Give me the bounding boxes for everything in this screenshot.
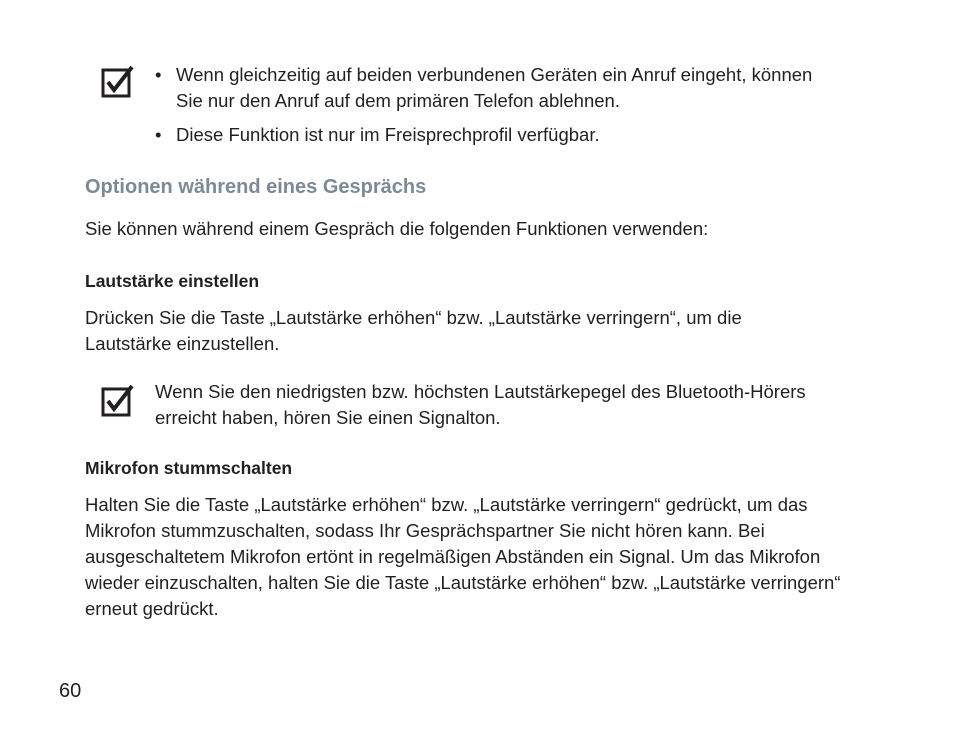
volume-title: Lautstärke einstellen xyxy=(85,271,260,291)
page-number: 60 xyxy=(59,680,82,702)
volume-note-text: Wenn Sie den niedrigsten bzw. höchsten Lautstärkepegel des Bluetooth-Hörers erreicht haben, hören Sie einen Signalton. xyxy=(155,381,806,428)
note-bullet-list xyxy=(155,62,835,156)
list-item xyxy=(155,122,835,148)
checkmark-note-icon xyxy=(101,65,135,99)
bullet-glyph: • xyxy=(155,124,162,145)
note-bullet-text: Wenn gleichzeitig auf beiden verbundenen Geräten ein Anruf eingeht, können Sie nur den Anruf auf dem primären Telefon ablehnen. xyxy=(176,64,813,111)
section-title: Optionen während eines Gesprächs xyxy=(85,176,427,198)
checkmark-note-icon xyxy=(101,384,135,418)
section-intro: Sie können während einem Gespräch die folgenden Funktionen verwenden: xyxy=(85,218,709,239)
volume-text: Drücken Sie die Taste „Lautstärke erhöhen“ bzw. „Lautstärke verringern“, um die Lautstärke einzustellen. xyxy=(85,307,742,354)
note-bullet-text: Diese Funktion ist nur im Freisprechprofil verfügbar. xyxy=(176,124,600,145)
list-item xyxy=(155,62,835,114)
mute-title: Mikrofon stummschalten xyxy=(85,458,293,478)
bullet-glyph: • xyxy=(155,64,162,85)
mute-text: Halten Sie die Taste „Lautstärke erhöhen“ bzw. „Lautstärke verringern“ gedrückt, um das Mikrofon stummzuschalten, sodass Ihr Gesprächspartner Sie nicht hören kann. Bei ausgeschaltetem Mikrofon ertönt in regelmäßigen Abständen ein Signal. Um das Mikrofon wieder einzuschalten, halten Sie die Taste „Lautstärke erhöhen“ bzw. „Lautstärke verringern“ erneut gedrückt. xyxy=(85,494,841,619)
